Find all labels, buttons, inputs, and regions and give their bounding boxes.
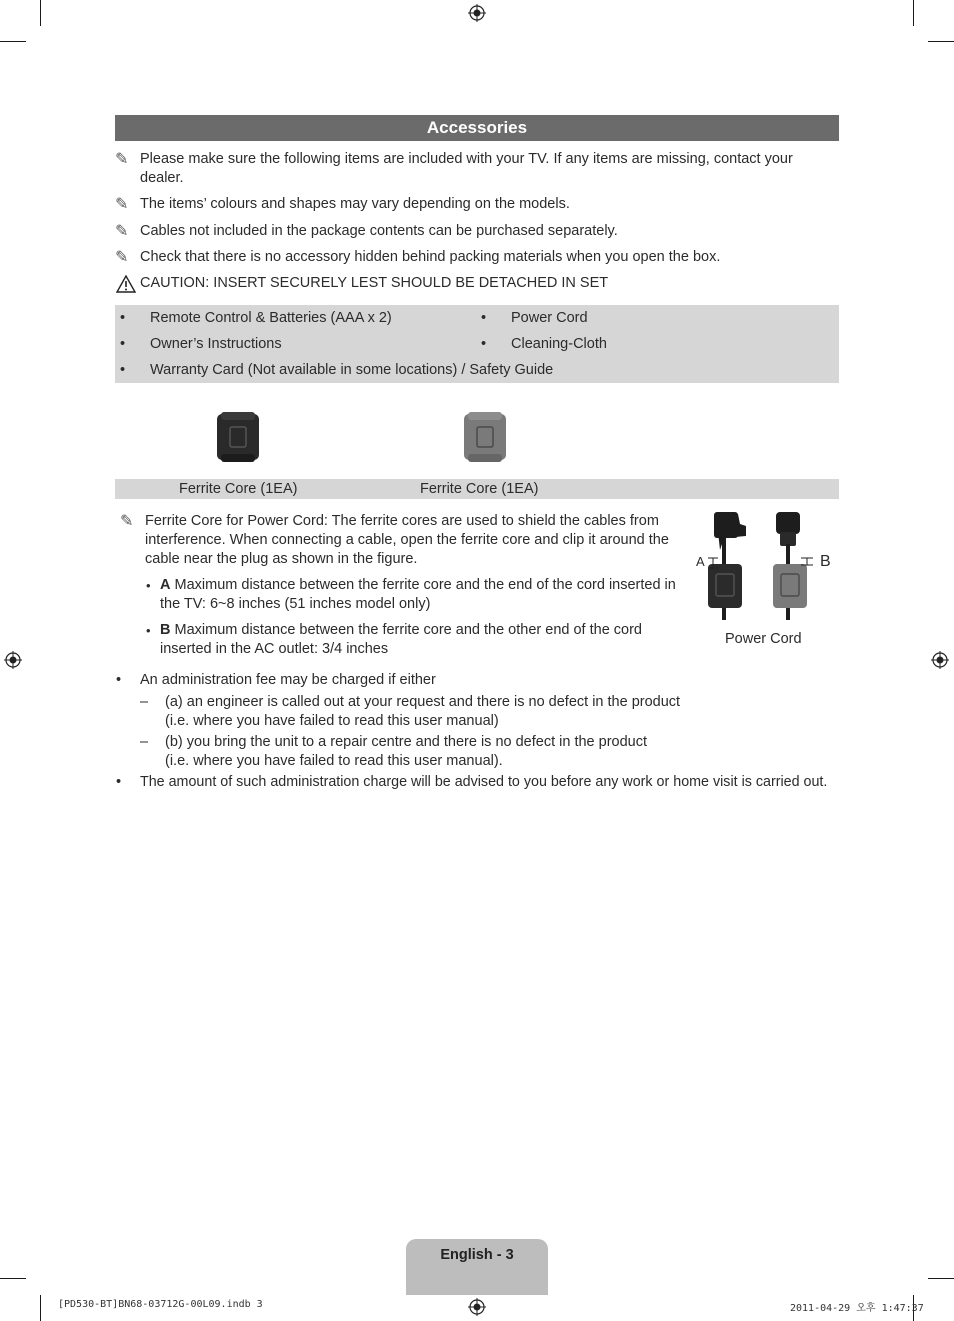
figure-caption: Power Cord bbox=[725, 631, 802, 647]
note-item bbox=[115, 222, 815, 242]
note-text: Cables not included in the package contents can be purchased separately. bbox=[140, 223, 618, 239]
pencil-note-icon: ✎ bbox=[115, 196, 129, 213]
a-text: Maximum distance between the ferrite core and the end of the cord inserted in the TV: 6~8 inches (51 inches model only) bbox=[160, 577, 676, 612]
item-label: Owner’s Instructions bbox=[150, 336, 282, 352]
registration-mark-icon bbox=[468, 4, 486, 22]
bullet: • bbox=[116, 774, 122, 790]
ferrite-b-note bbox=[160, 621, 670, 659]
ferrite-note-text: Ferrite Core for Power Cord: The ferrite cores are used to shield the cables from interference. When connecting a cable, open the ferrite core and clip it around the cable near the plug as shown in the figure. bbox=[145, 513, 669, 567]
registration-mark-icon bbox=[468, 1298, 486, 1316]
bullet: • bbox=[481, 310, 487, 326]
crop-mark bbox=[928, 41, 954, 42]
admin-sub-a-cont: (i.e. where you have failed to read this user manual) bbox=[165, 713, 499, 729]
note-item bbox=[115, 195, 815, 215]
figure-label-a: A bbox=[696, 554, 705, 569]
registration-mark-icon bbox=[4, 651, 22, 669]
item-label: Power Cord bbox=[511, 310, 588, 326]
ferrite-label: Ferrite Core (1EA) bbox=[420, 481, 539, 497]
pencil-note-icon: ✎ bbox=[120, 513, 134, 530]
note-text: The items’ colours and shapes may vary depending on the models. bbox=[140, 196, 570, 212]
note-item bbox=[115, 248, 815, 268]
admin-sub-b-cont: (i.e. where you have failed to read this user manual). bbox=[165, 753, 503, 769]
crop-mark bbox=[913, 0, 914, 26]
bullet: • bbox=[120, 310, 126, 326]
crop-mark bbox=[40, 1295, 41, 1321]
item-label: Cleaning-Cloth bbox=[511, 336, 607, 352]
crop-mark bbox=[40, 0, 41, 26]
caution-text: CAUTION: INSERT SECURELY LEST SHOULD BE DETACHED IN SET bbox=[140, 275, 609, 291]
crop-mark bbox=[928, 1278, 954, 1279]
ferrite-label-strip bbox=[115, 479, 839, 499]
power-cord-icon bbox=[694, 510, 839, 622]
dash: – bbox=[140, 734, 149, 750]
admin-sub-a: (a) an engineer is called out at your request and there is no defect in the product bbox=[165, 694, 681, 710]
bullet: • bbox=[146, 623, 151, 638]
included-items-box bbox=[115, 305, 839, 383]
crop-mark bbox=[0, 1278, 26, 1279]
section-title: Accessories bbox=[115, 115, 839, 141]
bullet: • bbox=[116, 672, 122, 688]
bullet: • bbox=[481, 336, 487, 352]
ferrite-core-icon bbox=[462, 411, 508, 463]
crop-mark bbox=[0, 41, 26, 42]
admin-fee-text: An administration fee may be charged if either bbox=[140, 672, 436, 688]
bullet: • bbox=[146, 578, 151, 593]
pencil-note-icon: ✎ bbox=[115, 151, 129, 168]
label-a: A bbox=[160, 577, 171, 593]
timestamp-slug: 2011-04-29 오후 1:47:37 bbox=[790, 1303, 924, 1314]
admin-sub-b: (b) you bring the unit to a repair centre and there is no defect in the product bbox=[165, 734, 648, 750]
item-label: Remote Control & Batteries (AAA x 2) bbox=[150, 310, 392, 326]
dash: – bbox=[140, 694, 149, 710]
ferrite-core-icon bbox=[215, 411, 261, 463]
note-text: Check that there is no accessory hidden behind packing materials when you open the box. bbox=[140, 249, 721, 265]
page-number-tab bbox=[406, 1239, 548, 1295]
pencil-note-icon: ✎ bbox=[115, 249, 129, 266]
file-slug: [PD530-BT]BN68-03712G-00L09.indb 3 bbox=[58, 1299, 263, 1310]
admin-charge-text: The amount of such administration charge will be advised to you before any work or home visit is carried out. bbox=[140, 774, 828, 790]
pencil-note-icon: ✎ bbox=[115, 223, 129, 240]
figure-label-b: B bbox=[820, 553, 831, 570]
bullet: • bbox=[120, 336, 126, 352]
bullet: • bbox=[120, 362, 126, 378]
ferrite-a-note bbox=[160, 576, 690, 614]
label-b: B bbox=[160, 622, 171, 638]
b-text: Maximum distance between the ferrite core and the other end of the cord inserted in the AC outlet: 3/4 inches bbox=[160, 622, 642, 657]
warning-triangle-icon bbox=[116, 275, 136, 293]
page-number: English - 3 bbox=[440, 1247, 514, 1263]
ferrite-label: Ferrite Core (1EA) bbox=[179, 481, 298, 497]
item-label: Warranty Card (Not available in some locations) / Safety Guide bbox=[150, 362, 554, 378]
registration-mark-icon bbox=[931, 651, 949, 669]
note-text: Please make sure the following items are included with your TV. If any items are missing, contact your dealer. bbox=[140, 151, 793, 186]
note-item bbox=[115, 150, 815, 190]
